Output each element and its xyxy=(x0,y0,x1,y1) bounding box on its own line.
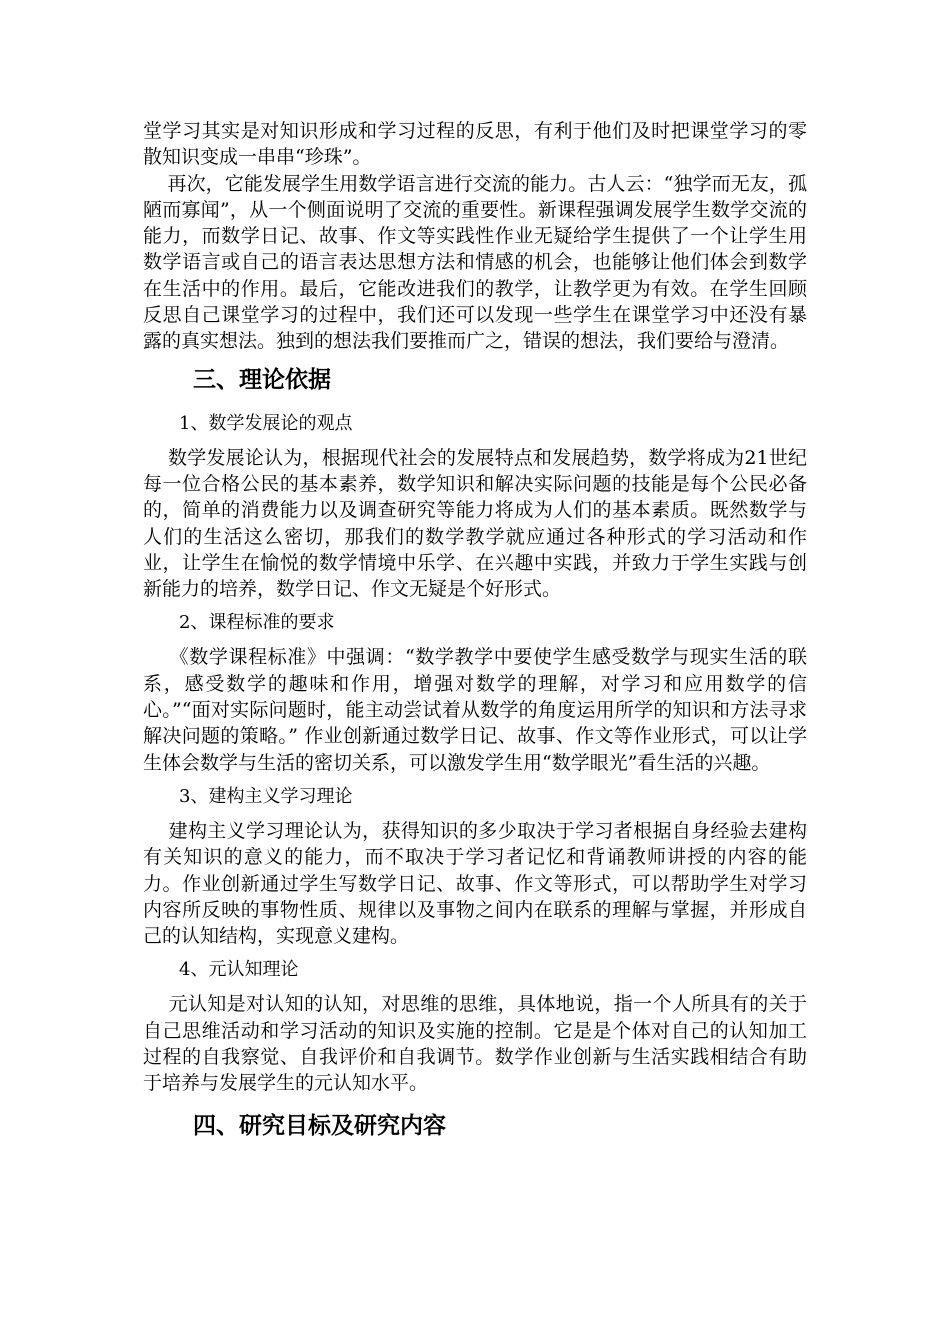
section-heading-research-goals: 四、研究目标及研究内容 xyxy=(193,1112,446,1139)
subheading-constructivism: 3、建构主义学习理论 xyxy=(179,785,353,807)
paragraph-constructivism: 建构主义学习理论认为，获得知识的多少取决于学习者根据自身经验去建构有关知识的意义的能力，而不取决于学习者记忆和背诵教师讲授的内容的能力。作业创新通过学生写数学日记、故事、作文等形式，可以帮助学生对学习内容所反映的事物性质、规律以及事物之间内在联系的理解与掌握，并形成自己的认知结构，实现意义建构。 xyxy=(143,819,807,948)
paragraph-metacognition: 元认知是对认知的认知，对思维的思维，具体地说，指一个人所具有的关于自己思维活动和学习活动的知识及实施的控制。它是是个体对自己的认知加工过程的自我察觉、自我评价和自我调节。数学作业创新与生活实践相结合有助于培养与发展学生的元认知水平。 xyxy=(143,993,807,1095)
paragraph-curriculum-standard: 《数学课程标准》中强调：“数学教学中要使学生感受数学与现实生活的联系，感受数学的趣味和作用，增强对数学的理解，对学习和应用数学的信心。”“面对实际问题时，能主动尝试着从数学的角度运用所学的知识和方法寻求解决问题的策略。” 作业创新通过数学日记、故事、作文等作业形式，可以让学生体会数学与生活的密切关系，可以激发学生用“数学眼光”看生活的兴趣。 xyxy=(143,646,807,774)
subheading-metacognition: 4、元认知理论 xyxy=(179,959,299,981)
paragraph-continuation: 堂学习其实是对知识形成和学习过程的反思，有利于他们及时把课堂学习的零散知识变成一串串“珍珠”。 xyxy=(143,120,807,169)
paragraph-communication: 再次，它能发展学生用数学语言进行交流的能力。古人云：“独学而无友，孤陋而寡闻”，从一个侧面说明了交流的重要性。新课程强调发展学生数学交流的能力，而数学日记、故事、作文等实践性作业无疑给学生提供了一个让学生用数学语言或自己的语言表达思想方法和情感的机会，也能够让他们体会到数学在生活中的作用。最后，它能改进我们的教学，让教学更为有效。在学生回顾反思自己课堂学习的过程中，我们还可以发现一些学生在课堂学习中还没有暴露的真实想法。独到的想法我们要推而广之，错误的想法，我们要给与澄清。 xyxy=(143,172,807,353)
subheading-curriculum-standard: 2、课程标准的要求 xyxy=(179,612,335,634)
section-heading-theory-basis: 三、理论依据 xyxy=(193,366,331,393)
paragraph-math-development: 数学发展论认为，根据现代社会的发展特点和发展趋势，数学将成为21世纪每一位合格公民的基本素养，数学知识和解决实际问题的技能是每个公民必备的，简单的消费能力以及调查研究等能力将成为人们的基本素质。既然数学与人们的生活这么密切，那我们的数学教学就应通过各种形式的学习活动和作业，让学生在愉悦的数学情境中乐学、在兴趣中实践，并致力于学生实践与创新能力的培养，数学日记、作文无疑是个好形式。 xyxy=(143,446,807,601)
document-page xyxy=(143,118,807,1157)
subheading-math-development: 1、数学发展论的观点 xyxy=(179,412,353,434)
